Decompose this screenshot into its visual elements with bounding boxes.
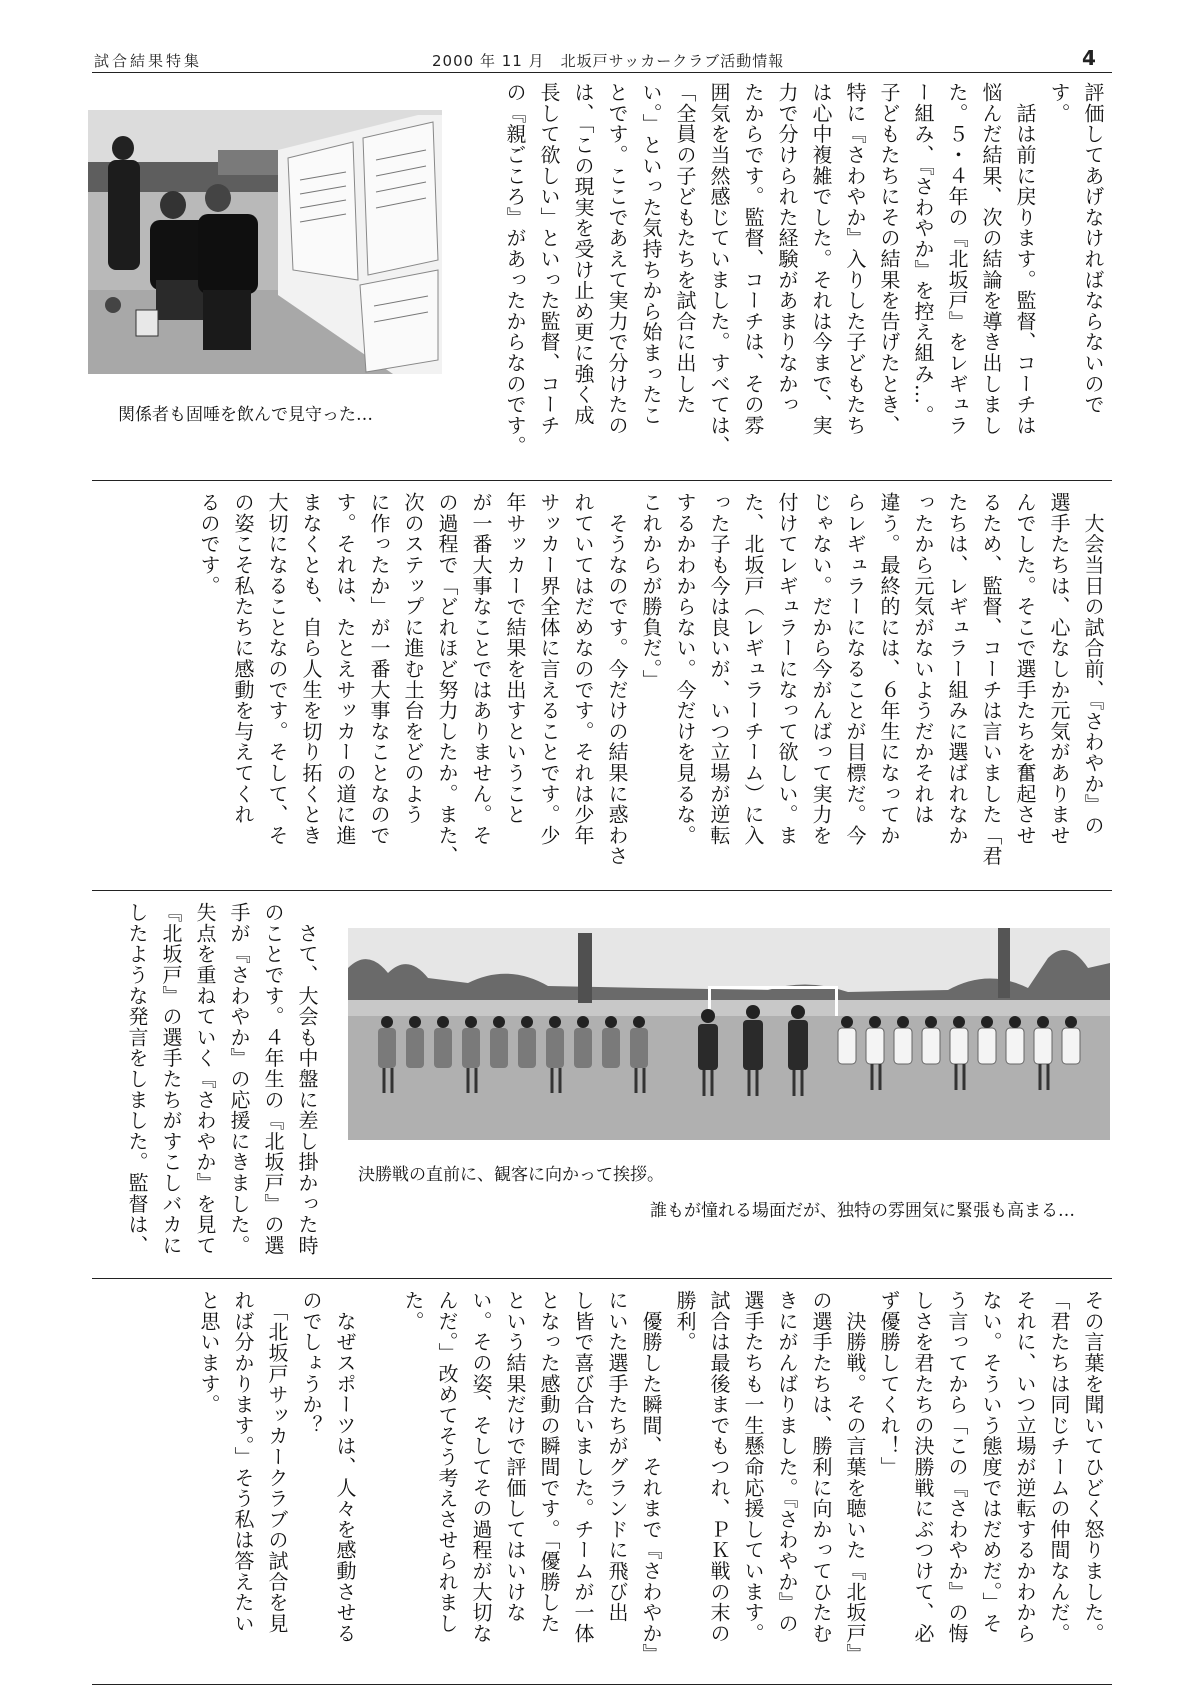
photo-caption-2a: 決勝戦の直前に、観客に向かって挨拶。 [358,1165,664,1185]
photo-caption-1: 関係者も固唾を飲んで見守った… [118,405,373,425]
photo-caption-2b: 誰もが憧れる場面だが、独特の雰囲気に緊張も高まる… [650,1201,1075,1221]
footer-rule [92,1684,1112,1685]
header-rule [92,72,1112,73]
section-title: 試合結果特集 [94,52,203,70]
article-text-block-4: その言葉を聞いてひどく怒りました。 「君たちは同じチームの仲間なんだ。 それに、いつ立場が逆転するかわから ない。そういう態度ではだめだ。」そ う言ってから「この『さわやか』の悔 しさを君たちの決勝戦にぶつけて、必 ず優勝してくれ！」 決勝戦。その言葉を聴いた『北坂戸』 の選手たちは、勝利に向かってひたむ きにがんばりました。『さわやか』の 選手たちも一生懸命応援しています。 試合は最後までもつれ、ＰＫ戦の末の 勝利。 優勝した瞬間、それまで『さわやか』 にいた選手たちがグランドに飛び出 し皆で喜び合いました。チームが一体 となった感動の瞬間です。「優勝した という結果だけで評価してはいけな い。その姿、そしてその過程が大切な んだ。」改めてそう考えさせられまし た。 なぜスポーツは、人々を感動させる のでしょうか？ 「北坂戸サッカークラブの試合を見 れば分かります。」そう私は答えたい と思います。 [197,1290,1105,1665]
divider-2 [92,890,1112,891]
photo-teams-greeting [348,928,1110,1140]
divider-3 [92,1278,1112,1279]
article-text-block-1: 評価してあげなければならないので す。 話は前に戻ります。監督、コーチは 悩んだ結果、次の結論を導き出しまし た。５・４年の『北坂戸』をレギュラ ー組み、『さわやか』を控え組み…。 子どもたちにその結果を告げたとき、 特に『さわやか』入りした子どもたち は心中複雑でした。それは今まで、実 力で分けられた経験があまりなかっ たからです。監督、コーチは、その雰 囲気を当然感じていました。すべては、 「全員の子どもたちを試合に出した い。」といった気持ちから始まったこ とです。ここであえて実力で分けたの は、「この現実を受け止め更に強く成 長して欲しい」といった監督、コーチ の『親ごころ』があったからなのです。 [503,82,1105,457]
photo-officials [88,110,442,374]
divider-1 [92,480,1112,481]
page-number: 4 [1082,46,1096,70]
issue-title: 2000 年 11 月 北坂戸サッカークラブ活動情報 [432,52,785,70]
article-text-block-3: さて、大会も中盤に差し掛かった時 のことです。４年生の『北坂戸』の選 手が『さわやか』の応援にきました。 失点を重ねていく『さわやか』を見て 『北坂戸』の選手たちがすこしバカに したような発言をしました。監督は、 [125,902,319,1256]
article-text-block-2: 大会当日の試合前、『さわやか』の 選手たちは、心なしか元気がありませ んでした。そこで選手たちを奮起させ るため、監督、コーチは言いました「君 たちは、レギュラー組みに選ばれなか ったから元気がないようだかそれは 違う。最終的には、６年生になってか らレギュラーになることが目標だ。今 じゃない。だから今がんばって実力を 付けてレギュラーになって欲しい。ま た、北坂戸（レギュラーチーム）に入 った子も今は良いが、いつ立場が逆転 するかわからない。今だけを見るな。 これからが勝負だ。」 そうなのです。今だけの結果に惑わさ れていてはだめなのです。それは少年 サッカー界全体に言えることです。少 年サッカーで結果を出すということ が一番大事なことではありません。そ の過程で「どれほど努力したか。また、 次のステップに進む土台をどのよう に作ったか」が一番大事なことなので す。それは、たとえサッカーの道に進 まなくとも、自ら人生を切り拓くとき 大切になることなのです。そして、そ の姿こそ私たちに感動を与えてくれ るのです。 [197,492,1105,867]
